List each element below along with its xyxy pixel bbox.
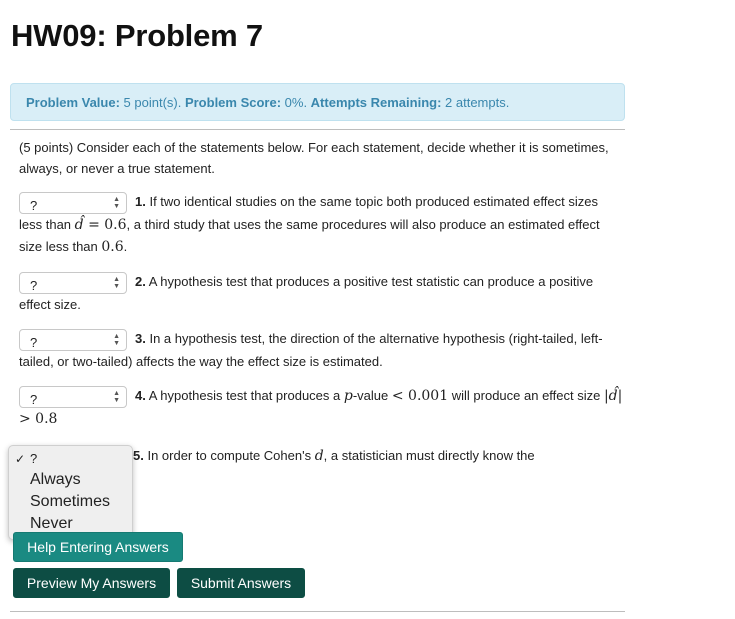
question-text: In order to compute Cohen's	[143, 448, 315, 463]
question-1	[19, 191, 624, 258]
option-label: Never	[30, 515, 73, 532]
answer-select-4[interactable]	[19, 386, 127, 408]
question-text: , a third study that uses the same procedures will also produce an estimated effect size less than	[19, 216, 600, 254]
math-expression: > 0.8	[19, 410, 58, 427]
select-value: ?	[30, 277, 38, 293]
bottom-divider	[10, 611, 625, 612]
help-entering-answers-button[interactable]: Help Entering Answers	[13, 532, 183, 562]
math-expression: < 0.001	[391, 388, 449, 404]
select-value: ?	[30, 334, 38, 350]
math-p: p	[343, 388, 353, 404]
answer-select-2[interactable]	[19, 272, 127, 294]
math-d: d	[314, 448, 324, 464]
question-text: -value	[352, 388, 392, 403]
question-text: In a hypothesis test, the direction of the alternative hypothesis (right-tailed, left-tailed, or two-tailed) affects the way the effect size is estimated.	[19, 331, 603, 369]
answer-select-1[interactable]	[19, 192, 127, 214]
problem-intro: (5 points) Consider each of the statements below. For each statement, decide whether it is sometimes, always, or never a true statement.	[19, 140, 609, 176]
select-arrows-icon: ▲ ▼	[113, 275, 120, 290]
top-divider	[10, 129, 625, 130]
question-number: 1.	[135, 194, 146, 209]
question-2	[19, 271, 624, 316]
problem-value: 5 point(s).	[119, 95, 185, 110]
problem-info-bar	[10, 83, 625, 121]
math-abs-d-hat: |d̂|	[603, 388, 623, 404]
select-value: ?	[30, 391, 38, 407]
select-arrows-icon: ▲ ▼	[113, 332, 120, 347]
question-text: A hypothesis test that produces a	[145, 388, 344, 403]
attempts-remaining-label: Attempts Remaining:	[310, 95, 442, 110]
select-value: ?	[30, 197, 38, 213]
question-number: 5.	[133, 448, 144, 463]
question-text: .	[123, 238, 128, 254]
dropdown-option-always[interactable]	[9, 469, 132, 491]
question-5	[133, 445, 613, 467]
attempts-remaining: 2 attempts.	[441, 95, 510, 110]
question-text: will produce an effect size	[448, 388, 604, 403]
problem-value-label: Problem Value:	[26, 95, 120, 110]
option-label: ?	[30, 451, 38, 466]
option-label: Sometimes	[30, 493, 111, 510]
question-text: , a statistician must directly know the	[323, 448, 535, 463]
math-expression: = 0.6	[83, 216, 127, 233]
question-text: If two identical studies on the same topic both produced estimated effect sizes less than	[19, 194, 598, 232]
question-number: 2.	[135, 274, 146, 289]
answer-select-5-dropdown[interactable]	[8, 445, 133, 540]
math-d-hat: d̂	[74, 216, 84, 233]
math-expression: 0.6	[101, 238, 124, 255]
answer-select-3[interactable]	[19, 329, 127, 351]
question-text: A hypothesis test that produces a positive test statistic can produce a positive effect size.	[19, 274, 594, 312]
submit-answers-button[interactable]: Submit Answers	[177, 568, 305, 598]
problem-score-label: Problem Score:	[184, 95, 282, 110]
question-4	[19, 385, 624, 430]
dropdown-option-placeholder[interactable]	[9, 449, 132, 469]
page-title: HW09: Problem 7	[11, 18, 263, 53]
preview-answers-button[interactable]: Preview My Answers	[13, 568, 170, 598]
checkmark-icon: ✓	[15, 452, 26, 466]
dropdown-option-sometimes[interactable]	[9, 491, 132, 513]
option-label: Always	[30, 471, 81, 488]
problem-score: 0%.	[281, 95, 311, 110]
question-number: 4.	[135, 388, 146, 403]
question-number: 3.	[135, 331, 146, 346]
select-arrows-icon: ▲ ▼	[113, 389, 120, 404]
question-3	[19, 328, 624, 373]
select-arrows-icon: ▲ ▼	[113, 195, 120, 210]
